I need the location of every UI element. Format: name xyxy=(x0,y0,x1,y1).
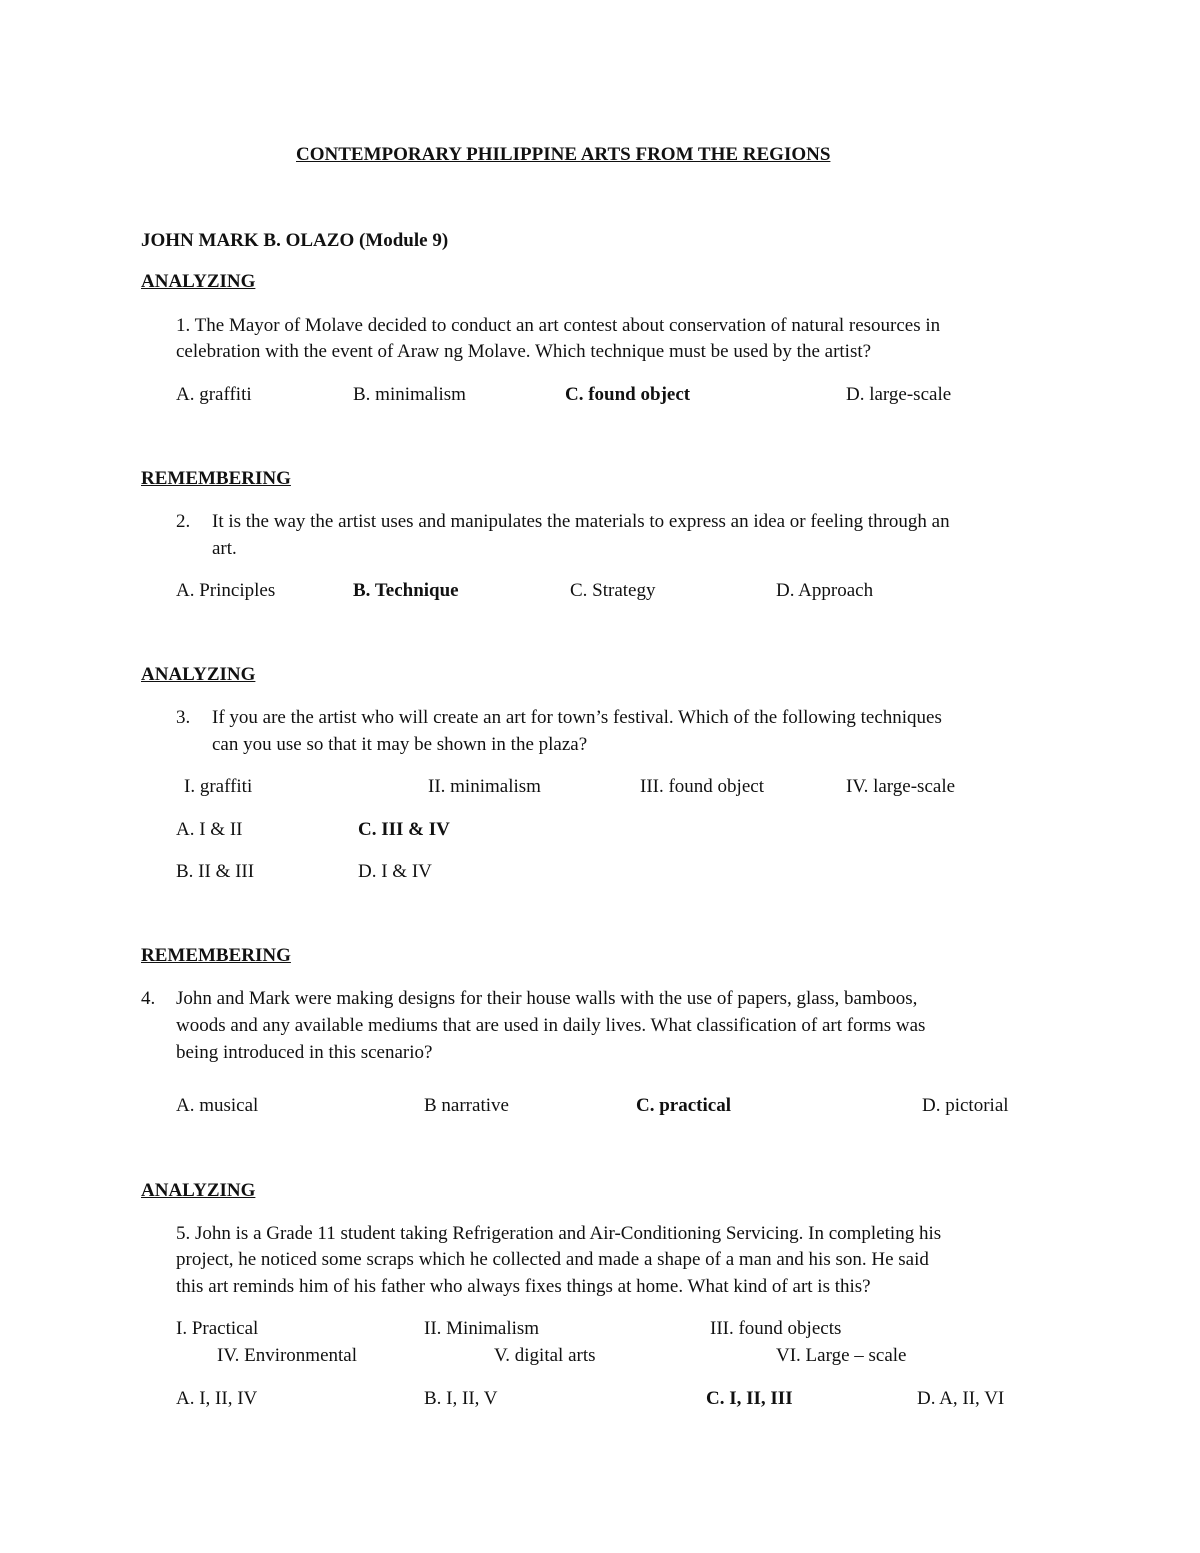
option-d: D. pictorial xyxy=(922,1095,1009,1116)
option-c: C. Strategy xyxy=(570,580,656,601)
option-a: A. Principles xyxy=(176,580,276,601)
option-c-answer: C. practical xyxy=(636,1095,731,1116)
category-heading: REMEMBERING xyxy=(141,468,291,489)
question-text: project, he noticed some scraps which he collected and made a shape of a man and his son. He said xyxy=(176,1249,929,1270)
choice-item: I. Practical xyxy=(176,1318,259,1339)
category-heading: ANALYZING xyxy=(141,271,256,292)
question-text: can you use so that it may be shown in the plaza? xyxy=(212,734,588,755)
option-d: D. I & IV xyxy=(358,861,432,882)
option-c-answer: C. I, II, III xyxy=(706,1388,793,1409)
choice-item: II. Minimalism xyxy=(424,1318,540,1339)
question-text: 5. John is a Grade 11 student taking Refrigeration and Air-Conditioning Servicing. In completing his xyxy=(176,1223,942,1244)
option-d: D. Approach xyxy=(776,580,874,601)
choice-item: II. minimalism xyxy=(428,776,541,797)
option-d: D. A, II, VI xyxy=(917,1388,1005,1409)
question-number: 3. xyxy=(176,707,191,728)
option-b: B narrative xyxy=(424,1095,509,1116)
option-b: B. I, II, V xyxy=(424,1388,498,1409)
document-title: CONTEMPORARY PHILIPPINE ARTS FROM THE REGIONS xyxy=(296,144,831,165)
category-heading: REMEMBERING xyxy=(141,945,291,966)
question-text: John and Mark were making designs for their house walls with the use of papers, glass, bamboos, xyxy=(176,988,918,1009)
option-a: A. musical xyxy=(176,1095,259,1116)
choice-item: IV. Environmental xyxy=(217,1345,358,1366)
choice-item: I. graffiti xyxy=(184,776,253,797)
choice-item: III. found object xyxy=(640,776,764,797)
option-d: D. large-scale xyxy=(846,384,952,405)
question-text: It is the way the artist uses and manipulates the materials to express an idea or feeling through an xyxy=(212,511,950,532)
option-b: B. minimalism xyxy=(353,384,466,405)
question-text: woods and any available mediums that are used in daily lives. What classification of art forms was xyxy=(176,1015,926,1036)
option-a: A. I & II xyxy=(176,819,243,840)
question-text: this art reminds him of his father who always fixes things at home. What kind of art is this? xyxy=(176,1276,871,1297)
option-b-answer: B. Technique xyxy=(353,580,459,601)
category-heading: ANALYZING xyxy=(141,664,256,685)
choice-item: III. found objects xyxy=(710,1318,842,1339)
option-a: A. graffiti xyxy=(176,384,252,405)
choice-item: VI. Large – scale xyxy=(776,1345,907,1366)
option-b: B. II & III xyxy=(176,861,255,882)
choice-item: V. digital arts xyxy=(494,1345,596,1366)
choice-item: IV. large-scale xyxy=(846,776,956,797)
option-c-answer: C. found object xyxy=(565,384,691,405)
question-number: 4. xyxy=(141,988,156,1009)
question-text: If you are the artist who will create an art for town’s festival. Which of the following techniques xyxy=(212,707,942,728)
question-text: celebration with the event of Araw ng Molave. Which technique must be used by the artist? xyxy=(176,341,872,362)
question-text: being introduced in this scenario? xyxy=(176,1042,433,1063)
question-text: 1. The Mayor of Molave decided to conduct an art contest about conservation of natural resources in xyxy=(176,315,941,336)
author-line: JOHN MARK B. OLAZO (Module 9) xyxy=(141,230,449,251)
category-heading: ANALYZING xyxy=(141,1180,256,1201)
option-c-answer: C. III & IV xyxy=(358,819,450,840)
question-text: art. xyxy=(212,538,237,559)
question-number: 2. xyxy=(176,511,191,532)
option-a: A. I, II, IV xyxy=(176,1388,258,1409)
